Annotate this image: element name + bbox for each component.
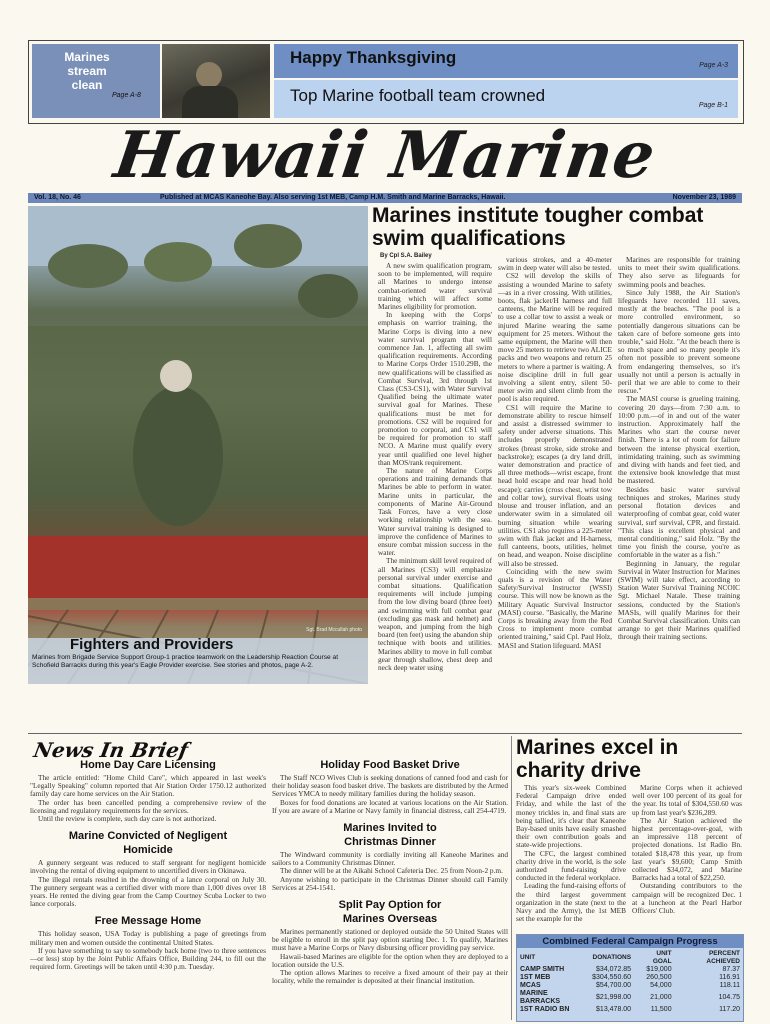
table-cell: 1ST MEB — [520, 974, 551, 981]
table-cell: $21,998.00 — [596, 994, 632, 1001]
teaser-photo — [162, 44, 270, 118]
table-cell: MARINE BARRACKS — [520, 990, 561, 1005]
column-header: UNIT GOAL — [652, 950, 672, 965]
story-paragraph: Marines are responsible for training units to meet their swim qualifications. They also serve as lifeguards for swimming pools and beaches. — [618, 256, 740, 289]
story-paragraph: various strokes, and a 40-meter swim in deep water will also be tested. — [498, 256, 612, 273]
brief-paragraph: Boxes for food donations are located at various locations on the Air Station. If you are aware of a Marine or Navy family in financial distress, call 254-4719. — [272, 797, 508, 815]
column-header: DONATIONS — [592, 954, 632, 961]
teaser-page-ref: Page B-1 — [698, 102, 728, 109]
cfc-table — [517, 950, 743, 1014]
table-row — [517, 974, 743, 982]
table-cell: $54,700.00 — [596, 982, 632, 989]
story-paragraph: The Air Station achieved the highest percentage-over-goal, with an impressive 118 percent of projected donations. 1st Radio Bn. totaled $18,478 this year, up from last year's $9,600; Camp Smith collected $34,072, and Marine Barracks had a total of $22,250. — [632, 815, 742, 883]
photo-caption-title: Fighters and Providers — [70, 636, 234, 653]
lead-column-1 — [378, 262, 492, 740]
teaser-title-line: Marines — [64, 50, 110, 64]
teaser-title-line: clean — [71, 78, 103, 92]
teaser-thanksgiving[interactable] — [274, 44, 738, 78]
table-cell: 117.20 — [719, 1006, 740, 1013]
teaser-football[interactable] — [274, 80, 738, 118]
brief-headline: Holiday Food Basket Drive — [320, 759, 460, 771]
table-row — [517, 966, 743, 974]
brief-column-2 — [272, 758, 508, 1020]
brief-paragraph: If you have something to say to somebody back home (two to three sentences—or less) stop by the Joint Public Affairs Office, Building 244, to fill out the required form. Greetings will be taken until 4:30 p.m. Tuesday. — [30, 945, 266, 972]
section-divider — [28, 733, 742, 734]
brief-paragraph: The Windward community is cordially inviting all Kaneohe Marines and sailors to a Community Christmas Dinner. — [272, 850, 508, 868]
lead-photo — [28, 206, 368, 684]
table-cell: 21,000 — [650, 994, 672, 1001]
brief-paragraph: The option allows Marines to receive a fixed amount of their pay at their locality, while the remainder is deposited at their financial institution. — [272, 968, 508, 986]
story-paragraph: The MASI course is grueling training, covering 20 days—from 7:30 a.m. to 10:00 p.m.—of in and out of the water instruction. Approximately half the Marines who start the course never finish. There is a lot of room for failure between the intense physical exertion, intimidating training, such as swimming and diving with hands and feet tied, and the extensive book knowledge that must be mastered. — [618, 394, 740, 486]
lead-column-2 — [498, 256, 612, 740]
table-cell: 54,000 — [650, 982, 672, 989]
story-paragraph: The CFC, the largest combined charity drive in the world, is the sole authorized fund-raising drive conducted in the federal workplace. — [516, 848, 626, 883]
brief-paragraph: The illegal rentals resulted in the drowning of a lance corporal on July 30. The gunnery sergeant was a certified diver with more than 1,000 dives over 18 years. He rented the diving gear from the Camp Courtney Scuba Locker to two lance corporals. — [30, 874, 266, 909]
column-divider — [511, 736, 512, 1020]
table-cell: $19,000 — [646, 966, 672, 973]
story-paragraph: Coinciding with the new swim quals is a revision of the Water Safety/Survival Instructor (WSSI) course. This will now be known as the Military Aquatic Survival Instructor (MASI) course. "Basically, the Marine Corps is breaking away from the Red Cross to implement more combat oriented training," said Cpl. Paul Holz, MASI and Station lifeguard. MASI — [498, 566, 612, 650]
brief-paragraph: Marines permanently stationed or deployed outside the 50 United States will be eligible to enroll in the split pay option starting Dec. 1. To qualify, Marines must have a Marine Corps or Navy disbursing officer providing pay service. — [272, 927, 508, 953]
brief-paragraph: This holiday season, USA Today is publishing a page of greetings from military men and women outside the continental United States. — [30, 929, 266, 947]
photo-caption: Marines from Brigade Service Support Group-1 practice teamwork on the Leadership Reaction Course at Schofield Barracks during this year's Eagle Provider exercise. See stories and photos, page A-2. — [32, 654, 339, 669]
table-cell: 118.11 — [719, 982, 740, 989]
story-paragraph: Besides basic water survival techniques and strokes, Marines study personal flotation devices and waterproofing of combat gear, cold water survival, surf survival, CPR, and firstaid. "This class is excellent physical and mental conditioning," said Holz. "By the time you finish the course, you're as comfortable in the water as a fish." — [618, 484, 740, 560]
charity-column-2 — [632, 784, 742, 934]
brief-paragraph: The article entitled: "Home Child Care", which appeared in last week's "Legally Speaking" column reported that Air Station Order 1750.12 authorized family day care home services on the Air Station. — [30, 773, 266, 799]
teaser-page-ref: Page A-3 — [699, 62, 728, 69]
masthead-title: Hawaii Marine — [109, 118, 661, 193]
brief-paragraph: Hawaii-based Marines are eligible for the option when they are deployed to a location outside the U.S. — [272, 951, 508, 969]
table-cell: MCAS — [520, 982, 541, 989]
lead-column-3 — [618, 256, 740, 736]
story-paragraph: A new swim qualification program, soon to be implemented, will require all Marines to undergo intense combat-oriented water survival training which will affect some Marines eligibility for promotion. — [378, 262, 492, 312]
story-paragraph: CS1 will require the Marine to demonstrate ability to rescue himself and assist a distressed swimmer to safety under adverse situations. This includes properly demonstrated strokes (breast stroke, side stroke and backstroke); escapes (a dry land drill, water demonstration and practice of all three methods—wrist escape, front head hold escape and rear head hold escape); carries (cross chest, wrist tow and collar tow), survival floats using blouse and trouser inflation, and an underwater swim in a simulated oil burning situation while wearing utilities. CS1 also requires a 225-meter swim with flak jacket and H-harness, full canteens, boots, utilities, helmet on head, and weapon. Noise discipline will also be stressed. — [498, 402, 612, 568]
teaser-headline: Happy Thanksgiving — [290, 48, 457, 67]
brief-paragraph: Until the review is complete, such day care is not authorized. — [38, 814, 217, 824]
lead-byline: By Cpl S.A. Bailey — [380, 253, 432, 259]
cfc-table-title: Combined Federal Campaign Progress — [517, 935, 743, 948]
story-paragraph: Outstanding contributors to the campaign will be recognized Dec. 1 at a luncheon at the Pearl Harbor Officers' Club. — [632, 881, 742, 916]
news-in-brief-title: News In Brief — [31, 738, 190, 762]
brief-headline: Marine Convicted of Negligent Homicide — [68, 830, 228, 857]
issue-date: November 23, 1989 — [672, 194, 736, 201]
brief-column-1 — [30, 758, 266, 1020]
column-header: UNIT — [520, 954, 536, 961]
table-cell: $13,478.00 — [596, 1006, 632, 1013]
charity-headline: Marines excel in charity drive — [516, 736, 679, 782]
brief-paragraph: Anyone wishing to participate in the Christmas Dinner should call Family Services at 254-1541. — [272, 874, 508, 892]
story-paragraph: Beginning in January, the regular Survival in Water Instruction for Marines (SWIM) will take effect, according to Station Water Survival Training NCOIC Sgt. Michael Natale. These training sessions, conducted by the Station's MASIs, will qualify Marines for their Combat Survival classification. Units can arrange to get their Marines qualified through their training sections. — [618, 558, 740, 642]
table-row — [517, 1006, 743, 1014]
story-paragraph: In keeping with the Corps' emphasis on warrior training, the Marine Corps is diving into a new water survival program that will commence Jan. 1, affecting all swim qualification requirements. According to Marine Corps Order 1510.29B, the new qualifications will be classified as Combat Survival, 3rd through 1st Class (CS3-CS1), with Water Survival Qualified being the ultimate water survival goal for Marines. These qualifications must be met for promotions. CS2 will be required for promotion to corporal, and CS1 will be required for promotion to staff NCO. A Marine must qualify every year until qualified one level higher than MOS/rank requirement. — [378, 310, 492, 467]
issue-info-bar — [28, 193, 742, 203]
story-paragraph: Leading the fund-raising efforts of the third largest government organization in the state (next to the Navy and the Army), the 1st MEB set the example for the — [516, 881, 626, 924]
brief-headline: Split Pay Option for Marines Overseas — [338, 899, 442, 926]
teaser-title-line: stream — [67, 64, 107, 78]
story-paragraph: The minimum skill level required of all Marines (CS3) will emphasize personal survival under exercise and combat situations. Qualification requirements will include jumping from the low diving board (three feet) and swimming with full combat gear (excluding gas mask and helmet) and weapon, and jumping from the high board (ten feet) using the abandon ship technique with boots and utilities. Marines ability to move in full combat gear through shallow, chest deep and neck deep water using — [378, 556, 492, 672]
table-row — [517, 982, 743, 990]
table-cell: $304,550.60 — [592, 974, 632, 981]
cfc-table-box — [516, 934, 744, 1022]
lead-headline: Marines institute tougher combat swim qualifications — [372, 204, 704, 250]
story-paragraph: Since July 1988, the Air Station's lifeguards have recorded 111 saves, mostly at the beaches. "The pool is a more controlled environment, so potentially dangerous situations can be taken care of before someone gets into trouble," said Holz. "At the beach there is so much space and so many people it's often not possible to prevent someone from endangering themselves, so it's usually not until a person is actually in peril that we are able to come to their rescue." — [618, 287, 740, 396]
table-cell: 87.37 — [722, 966, 740, 973]
table-cell: $34,072.85 — [596, 966, 632, 973]
photo-credit: Sgt. Brad Mccullah photo — [306, 627, 362, 633]
brief-paragraph: A gunnery sergeant was reduced to staff sergeant for negligent homicide involving the rental of diving equipment to uncertified divers in Okinawa. — [30, 858, 266, 876]
table-row — [517, 990, 743, 1006]
teaser-stream-clean[interactable] — [32, 44, 160, 118]
lead-photo-illustration — [28, 206, 368, 684]
brief-headline: Free Message Home — [94, 915, 202, 928]
issue-published: Published at MCAS Kaneohe Bay. Also serving 1st MEB, Camp H.M. Smith and Marine Barracks, Hawaii. — [160, 194, 506, 201]
table-cell: 116.91 — [719, 974, 740, 981]
story-paragraph: Marine Corps when it achieved well over 100 percent of its goal for the year. Its total of $304,550.60 was up from last year's $236,289. — [632, 784, 742, 817]
brief-headline: Marines Invited to Christmas Dinner — [343, 822, 437, 849]
table-cell: 11,500 — [650, 1006, 672, 1013]
brief-paragraph: The order has been cancelled pending a comprehensive review of the licensing and regulatory requirements for the services. — [30, 797, 266, 815]
table-cell: 260,500 — [646, 974, 672, 981]
brief-paragraph: The Staff NCO Wives Club is seeking donations of canned food and cash for their holiday season food basket drive. The baskets are distributed by the Armed Services YMCA to needy military families during the holiday season. — [272, 773, 508, 799]
teaser-headline: Top Marine football team crowned — [290, 86, 546, 105]
teaser-page-ref: Page A-8 — [112, 92, 141, 99]
table-cell: 104.75 — [718, 994, 740, 1001]
charity-column-1 — [516, 784, 626, 934]
table-cell: 1ST RADIO BN — [520, 1006, 570, 1013]
brief-headline: Home Day Care Licensing — [80, 759, 216, 771]
table-cell: CAMP SMITH — [520, 966, 565, 973]
column-header: PERCENT ACHIEVED — [706, 950, 740, 965]
story-paragraph: The nature of Marine Corps operations and training demands that Marines be able to perform in water. Marine units in particular, the components of Marine Air-Ground Task Forces, have a very close working relationship with the sea. Water survival training is designed to improve the confidence of Marines to ensure combat mission success in the water. — [378, 466, 492, 558]
brief-paragraph: The dinner will be at the Aikahi School Cafeteria Dec. 25 from Noon-2 p.m. — [280, 866, 503, 876]
story-paragraph: This year's six-week Combined Federal Campaign drive ended Friday, and while the last of the money trickles in, and final stats are being tallied, it's clear that Kaneohe Bay-based units have easily smashed their own contribution goals and state-wide projections. — [516, 784, 626, 850]
story-paragraph: CS2 will develop the skills of assisting a wounded Marine to safety—as in a river crossing. With utilities, boots, flak jacket/H harness and full canteens, the Marine will be required to use a collar tow to assist a weak or injured Marine wearing the same equipment for 25 meters. Without the same equipment, the Marine will then move 25 meters to retrieve two ALICE packs and two weapons and return 25 meters to where a partner is waiting. A noise discipline drill in full gear involving a silent entry, silent 50-meter swim and silent climb from the pool is also required. — [498, 271, 612, 404]
table-header-row — [517, 950, 743, 966]
issue-volume: Vol. 18, No. 46 — [34, 194, 81, 201]
